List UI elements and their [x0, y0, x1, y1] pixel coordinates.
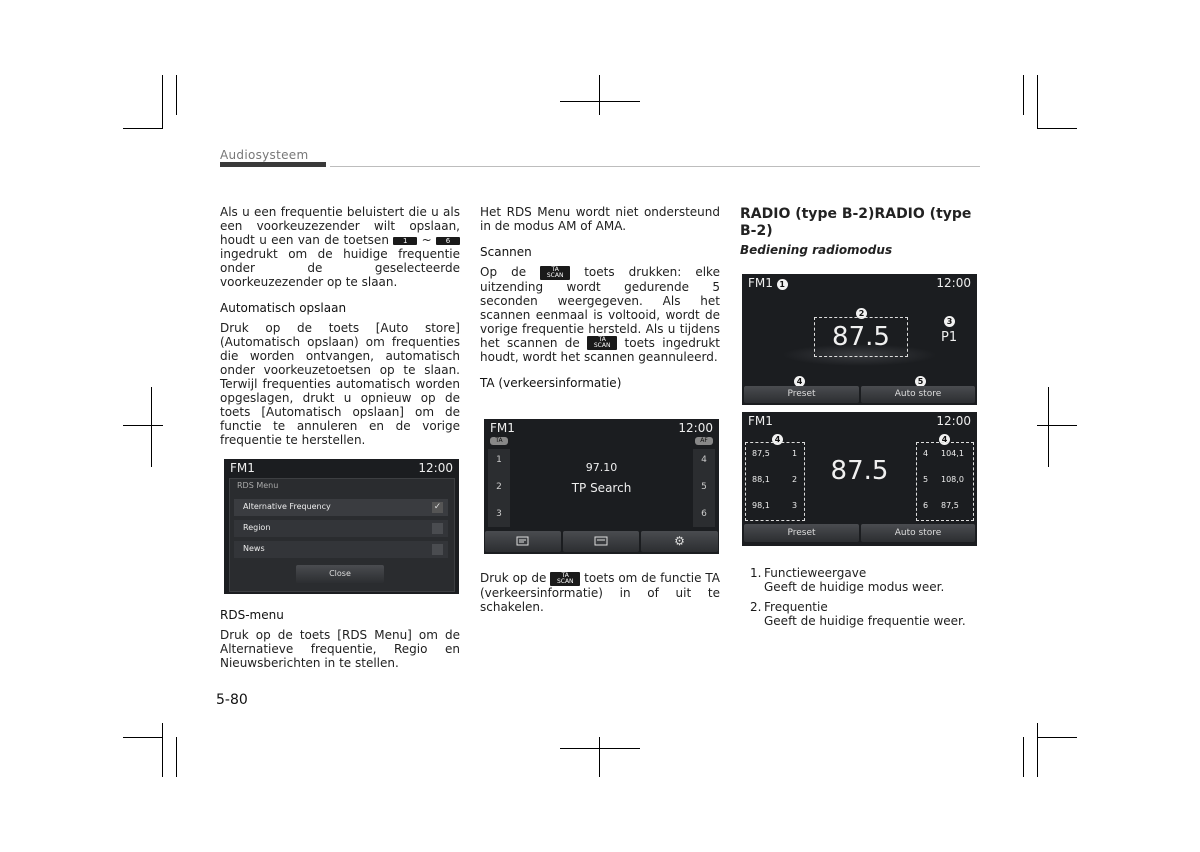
- list-item-label: Frequentie: [764, 600, 828, 614]
- scan-text-c: Als het scannen eenmaal is voltooid, wordt de vorige frequentie hersteld.: [480, 293, 720, 336]
- preset-button[interactable]: Preset: [744, 524, 859, 542]
- section-header: Audiosysteem: [220, 148, 309, 162]
- radio-title: RADIO (type B-2)RADIO (type B-2): [740, 206, 972, 239]
- frequency-box: [814, 317, 908, 357]
- status-text: TP Search: [571, 481, 632, 495]
- left-preset-box: [745, 442, 805, 521]
- list-item: [750, 566, 761, 580]
- gear-icon: ⚙: [674, 534, 685, 548]
- header-bar: [220, 162, 326, 167]
- preset-button-2[interactable]: 2: [496, 482, 502, 492]
- crop-mark: [599, 737, 600, 777]
- radio-list-button[interactable]: [485, 531, 561, 552]
- ta-scan-key: [540, 266, 570, 280]
- ta-scan-key: [587, 336, 617, 350]
- ta-instruction: [480, 571, 720, 614]
- frequency-display: 97.10: [585, 461, 618, 474]
- auto-store-button[interactable]: Auto store: [861, 386, 975, 403]
- scan-text-a: Op de: [480, 265, 527, 279]
- auto-store-button[interactable]: Auto store: [861, 524, 975, 542]
- crop-mark: [123, 737, 163, 738]
- preset-button-3[interactable]: 3: [496, 509, 502, 519]
- preset-row[interactable]: [923, 475, 971, 484]
- crop-mark: [1037, 737, 1077, 738]
- clock: 12:00: [418, 461, 453, 475]
- list-number: 1.: [750, 566, 762, 580]
- preset-row[interactable]: [752, 501, 802, 510]
- preset-num: 6: [923, 501, 929, 510]
- ta-paragraph: [480, 571, 720, 614]
- intro-text-a: Als u een frequentie beluistert die u als een voorkeuzezender wilt opslaan, houdt u een van de toetsen: [220, 205, 460, 247]
- key-bottom: SCAN: [593, 342, 611, 349]
- frequency-display: 87.5: [832, 322, 890, 352]
- callout-5: 5: [915, 376, 926, 387]
- band-label: FM1: [748, 414, 773, 428]
- ta-heading: TA (verkeersinformatie): [480, 376, 622, 390]
- checkbox-icon[interactable]: [432, 544, 443, 555]
- crop-mark: [1037, 425, 1077, 426]
- tilde: ~: [421, 233, 432, 247]
- band-label: [748, 276, 788, 290]
- menu-item-label: Alternative Frequency: [243, 502, 331, 511]
- crop-mark: [176, 75, 177, 115]
- crop-mark: [1037, 75, 1038, 129]
- intro-paragraph: [220, 205, 460, 289]
- preset-num: 1: [792, 449, 798, 458]
- crop-mark: [162, 75, 163, 129]
- crop-mark: [560, 101, 640, 102]
- key-top: TA: [598, 336, 606, 343]
- settings-button[interactable]: [641, 531, 718, 552]
- crop-mark: [1037, 128, 1077, 129]
- ta-text-a: Druk op de: [480, 571, 547, 585]
- menu-item-label: News: [243, 544, 265, 553]
- rds-menu-title: RDS Menu: [237, 481, 279, 490]
- preset-freq: 88,1: [752, 475, 770, 484]
- preset-button-6[interactable]: 6: [701, 509, 707, 519]
- band-label: FM1: [230, 461, 255, 475]
- ta-screen: [484, 419, 719, 554]
- rds-section: [220, 608, 460, 670]
- callout-4: 4: [772, 434, 783, 445]
- checkbox-icon[interactable]: [432, 523, 443, 534]
- ta-text-b: toets om de functie TA (verkeersinformatie) in of uit te schakelen.: [480, 571, 720, 614]
- key-bottom: SCAN: [556, 577, 574, 585]
- preset-row[interactable]: [752, 475, 802, 484]
- preset-button[interactable]: Preset: [744, 386, 859, 403]
- menu-item-label: Region: [243, 523, 271, 532]
- page-number: 5-80: [216, 692, 248, 708]
- af-tag: AF: [695, 437, 713, 445]
- callout-4: 4: [939, 434, 950, 445]
- crop-mark: [123, 128, 163, 129]
- scan-text-d: Als u tijdens het scannen de: [480, 321, 720, 350]
- radio-list-icon: [516, 536, 530, 546]
- rds-text: Druk op de toets [RDS Menu] om de Alternatieve frequentie, Regio en Nieuwsberichten in te stellen.: [220, 628, 460, 670]
- band-text: FM1: [748, 276, 773, 290]
- preset-row[interactable]: [923, 449, 971, 458]
- menu-item-alternative-frequency[interactable]: [234, 499, 448, 516]
- right-preset-box: [916, 442, 974, 521]
- close-button[interactable]: Close: [296, 565, 384, 583]
- clock: 12:00: [936, 414, 971, 428]
- preset-freq: 104,1: [941, 449, 964, 458]
- callout-3: 3: [944, 316, 955, 327]
- preset-num: 2: [792, 475, 798, 484]
- key-top: TA: [551, 265, 559, 273]
- preset-button-1[interactable]: 1: [496, 455, 502, 465]
- scan-paragraph: [480, 265, 720, 364]
- column-1: [220, 205, 460, 447]
- crop-mark: [151, 387, 152, 467]
- radio-screen-presets: [742, 412, 977, 546]
- list-item-desc: Geeft de huidige modus weer.: [764, 580, 945, 594]
- preset-freq: 87,5: [752, 449, 770, 458]
- crop-mark: [176, 737, 177, 777]
- band-label: FM1: [490, 421, 515, 435]
- clock: 12:00: [936, 276, 971, 290]
- preset-num: 4: [923, 449, 929, 458]
- scan-text-b: toets drukken: elke uitzending wordt gedurende 5 seconden weergegeven.: [480, 265, 720, 308]
- rds-menu-panel: [229, 478, 455, 592]
- key-bottom: SCAN: [546, 271, 564, 279]
- preset-button-5[interactable]: 5: [701, 482, 707, 492]
- scan-text-e: toets ingedrukt houdt, wordt het scannen geannuleerd.: [480, 335, 720, 364]
- rds-menu-screen: [224, 459, 459, 594]
- preset-freq: 108,0: [941, 475, 964, 484]
- checkbox-checked-icon[interactable]: ✓: [433, 502, 442, 512]
- radio-icon: [594, 536, 608, 546]
- header-rule: [330, 166, 980, 167]
- frequency-display: 87.5: [830, 456, 889, 486]
- preset-freq: 98,1: [752, 501, 770, 510]
- rds-heading: RDS-menu: [220, 608, 284, 622]
- radio-subtitle: Bediening radiomodus: [740, 243, 893, 257]
- list-item-label: Functieweergave: [764, 566, 867, 580]
- preset-num: 5: [923, 475, 929, 484]
- key-top: TA: [561, 571, 569, 579]
- intro-text-b: ingedrukt om de huidige frequentie onder de geselecteerde voorkeuzezender op te slaan.: [220, 247, 460, 289]
- callout-2: 2: [856, 308, 867, 319]
- radio-info-button[interactable]: [563, 531, 639, 552]
- crop-mark: [599, 75, 600, 115]
- preset-key-6: 6: [436, 237, 460, 245]
- list-number: 2.: [750, 600, 762, 614]
- rds-note: Het RDS Menu wordt niet ondersteund in de modus AM of AMA.: [480, 205, 720, 233]
- ta-scan-key: [550, 572, 580, 586]
- auto-store-heading: Automatisch opslaan: [220, 301, 347, 315]
- crop-mark: [1023, 737, 1024, 777]
- preset-row[interactable]: [923, 501, 971, 510]
- crop-mark: [123, 425, 163, 426]
- crop-mark: [1048, 387, 1049, 467]
- crop-mark: [1023, 75, 1024, 115]
- radio-screen-main: [742, 274, 977, 405]
- crop-mark: [1037, 723, 1038, 777]
- callout-4: 4: [794, 376, 805, 387]
- preset-freq: 87,5: [941, 501, 959, 510]
- preset-row[interactable]: [752, 449, 802, 458]
- callout-1: 1: [777, 279, 788, 290]
- ta-tag: TA: [490, 437, 508, 445]
- list-item: [750, 600, 761, 614]
- preset-key-1: 1: [393, 237, 417, 245]
- menu-item-region[interactable]: [234, 520, 448, 537]
- auto-store-text: Druk op de toets [Auto store] (Automatisch opslaan) om frequenties die worden ontvangen, automatisch onder voorkeuzetoetsen op te slaan. Terwijl frequenties automatisch worden opgeslagen, drukt u opnieuw op de toets [Automatisch opslaan] om de functie te annuleren en de vorige frequentie te herstellen.: [220, 321, 460, 447]
- crop-mark: [162, 723, 163, 777]
- preset-indicator: P1: [941, 330, 958, 345]
- crop-mark: [560, 748, 640, 749]
- menu-item-news[interactable]: [234, 541, 448, 558]
- preset-button-4[interactable]: 4: [701, 455, 707, 465]
- list-item-desc: Geeft de huidige frequentie weer.: [764, 614, 966, 628]
- scan-heading: Scannen: [480, 245, 532, 259]
- clock: 12:00: [678, 421, 713, 435]
- column-2: [480, 205, 720, 390]
- preset-num: 3: [792, 501, 798, 510]
